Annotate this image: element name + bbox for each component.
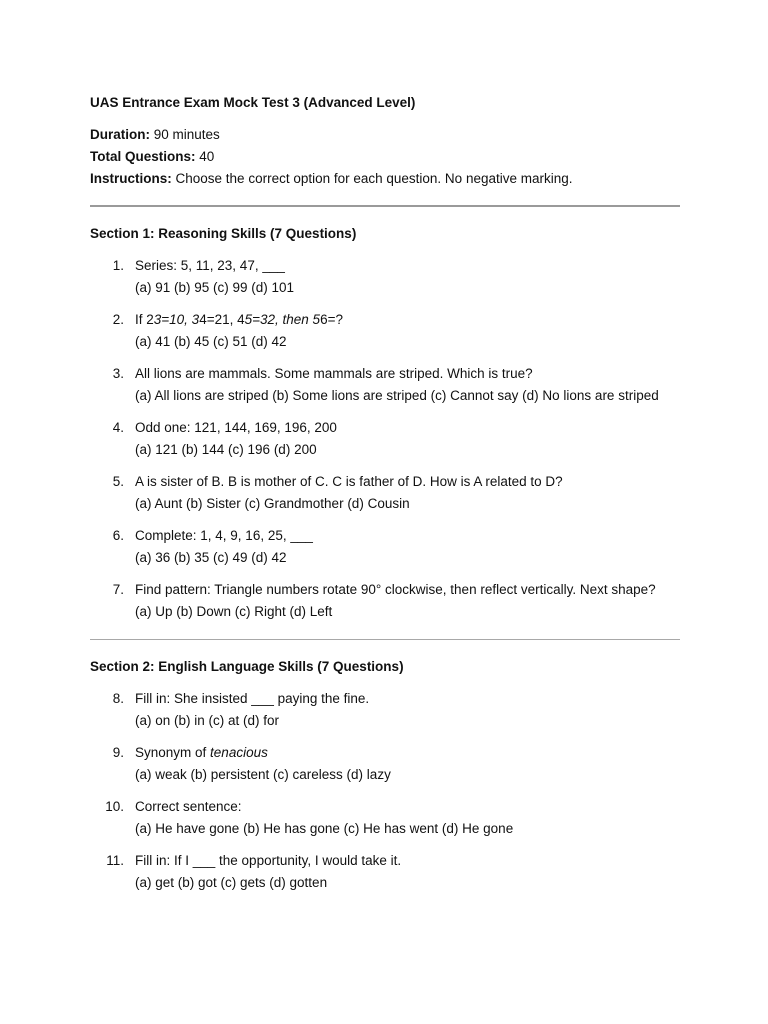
section-divider: [90, 205, 680, 207]
question-item: [90, 579, 680, 623]
total-questions-value: 40: [195, 149, 215, 164]
question-number: 7.: [112, 582, 124, 597]
question-options: (a) 91 (b) 95 (c) 99 (d) 101: [135, 280, 295, 295]
duration-value: 90 minutes: [150, 127, 220, 142]
question-text: [135, 742, 680, 764]
document-title: UAS Entrance Exam Mock Test 3 (Advanced Level): [90, 95, 416, 110]
instructions-value: Choose the correct option for each question. No negative marking.: [171, 171, 573, 186]
question-options: (a) Up (b) Down (c) Right (d) Left: [135, 604, 333, 619]
question-number: 9.: [112, 745, 124, 760]
question-text-part: 3=10, 3: [153, 312, 200, 327]
question-options: (a) 41 (b) 45 (c) 51 (d) 42: [135, 334, 287, 349]
total-questions-label: Total Questions:: [90, 149, 196, 164]
question-item: [90, 796, 680, 840]
question-item: [90, 309, 680, 353]
duration-label: Duration:: [90, 127, 150, 142]
question-item: [90, 688, 680, 732]
document-page: [90, 92, 680, 894]
section-title-english: Section 2: English Language Skills (7 Questions): [90, 659, 404, 674]
question-options: (a) 121 (b) 144 (c) 196 (d) 200: [135, 442, 317, 457]
question-item: [90, 363, 680, 407]
question-text: Correct sentence:: [135, 799, 242, 814]
question-item: [90, 417, 680, 461]
question-number: 10.: [105, 799, 124, 814]
question-options: (a) weak (b) persistent (c) careless (d) lazy: [135, 767, 391, 782]
question-options: (a) 36 (b) 35 (c) 49 (d) 42: [135, 550, 287, 565]
question-text: A is sister of B. B is mother of C. C is father of D. How is A related to D?: [135, 474, 563, 489]
question-text: Fill in: She insisted ___ paying the fine.: [135, 691, 370, 706]
question-number: 2.: [112, 312, 124, 327]
question-number: 6.: [112, 528, 124, 543]
question-text-part: 4=21, 4: [199, 312, 245, 327]
question-text-part: 5=32, then 5: [244, 312, 321, 327]
question-item: [90, 471, 680, 515]
question-options: (a) Aunt (b) Sister (c) Grandmother (d) Cousin: [135, 496, 410, 511]
question-item: [90, 850, 680, 894]
question-text: All lions are mammals. Some mammals are striped. Which is true?: [135, 366, 533, 381]
duration-line: [90, 124, 680, 146]
total-questions-line: [90, 146, 680, 168]
question-list-reasoning: [90, 255, 680, 623]
question-number: 8.: [112, 691, 124, 706]
question-options: (a) All lions are striped (b) Some lions are striped (c) Cannot say (d) No lions are striped: [135, 388, 659, 403]
question-number: 3.: [112, 366, 124, 381]
question-number: 1.: [112, 258, 124, 273]
question-list-english: [90, 688, 680, 894]
question-text: [135, 309, 680, 331]
question-text: Fill in: If I ___ the opportunity, I would take it.: [135, 853, 402, 868]
question-text-prefix: Synonym of: [135, 745, 211, 760]
question-item: [90, 742, 680, 786]
section-divider: [90, 639, 680, 640]
section-title-reasoning: Section 1: Reasoning Skills (7 Questions): [90, 226, 357, 241]
instructions-label: Instructions:: [90, 171, 172, 186]
question-text: Find pattern: Triangle numbers rotate 90° clockwise, then reflect vertically. Next shape?: [135, 582, 656, 597]
question-text: Complete: 1, 4, 9, 16, 25, ___: [135, 528, 313, 543]
question-text: Odd one: 121, 144, 169, 196, 200: [135, 420, 337, 435]
question-options: (a) get (b) got (c) gets (d) gotten: [135, 875, 328, 890]
instructions-line: [90, 168, 680, 190]
question-item: [90, 525, 680, 569]
question-number: 11.: [106, 853, 124, 868]
question-number: 5.: [112, 474, 124, 489]
question-options: (a) on (b) in (c) at (d) for: [135, 713, 280, 728]
question-text-part: 6=?: [320, 312, 343, 327]
question-options: (a) He have gone (b) He has gone (c) He has went (d) He gone: [135, 821, 514, 836]
question-number: 4.: [112, 420, 124, 435]
question-text: Series: 5, 11, 23, 47, ___: [135, 258, 285, 273]
question-text-italic: tenacious: [210, 745, 268, 760]
question-text-part: If 2: [135, 312, 154, 327]
question-item: [90, 255, 680, 299]
